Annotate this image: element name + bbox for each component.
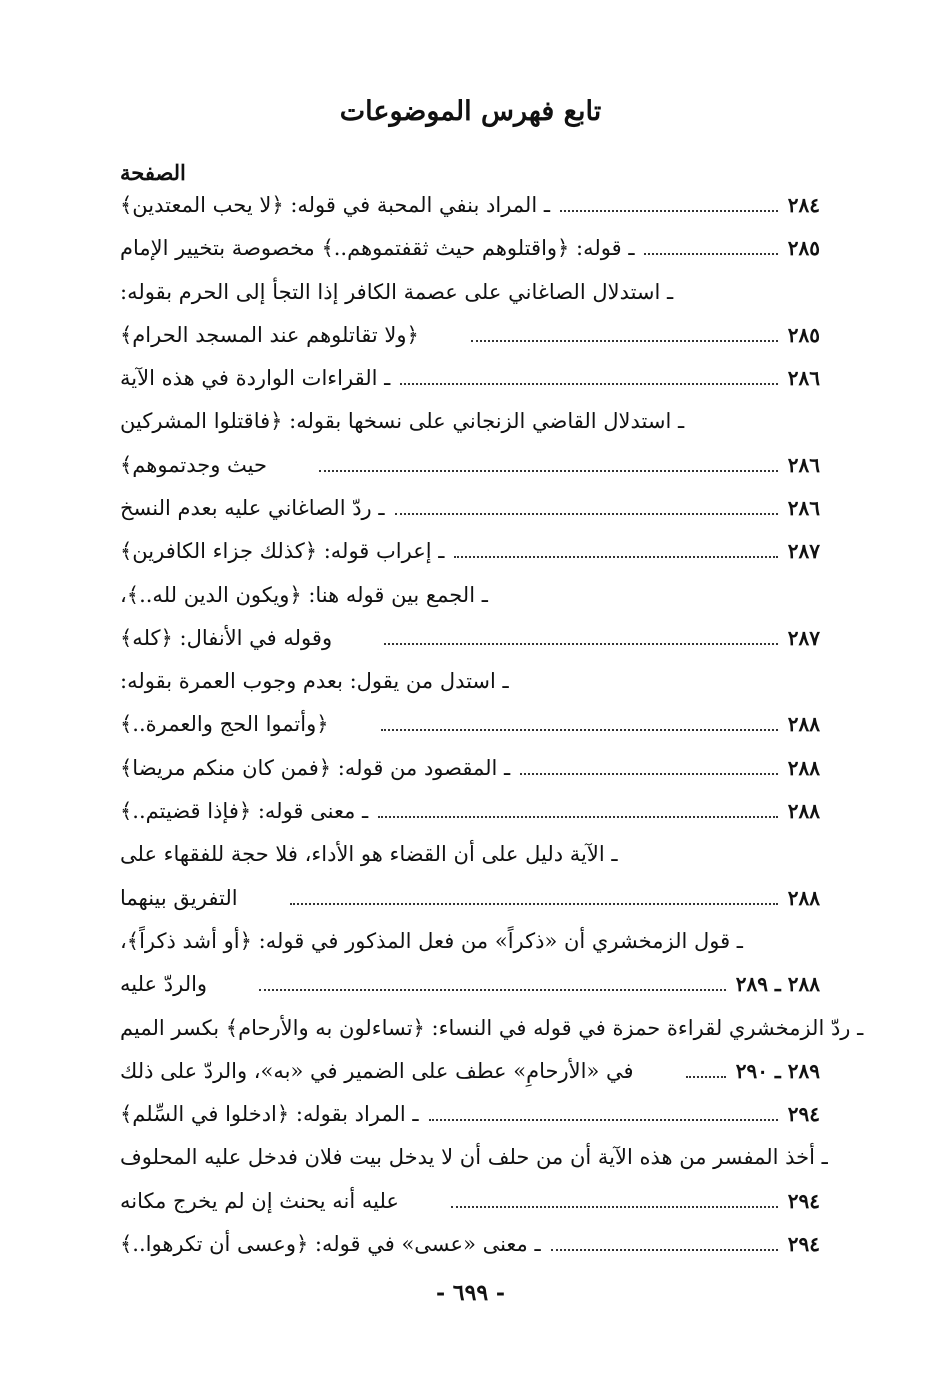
- dot-leader: [560, 210, 778, 212]
- dot-leader: [259, 989, 726, 991]
- page-number-footer: - ٦٩٩ -: [435, 1280, 506, 1306]
- toc-entry-page: ٢٨٨: [787, 712, 820, 736]
- toc-entry-text: ـ القراءات الواردة في هذه الآية: [120, 366, 391, 390]
- toc-entry: [120, 275, 820, 309]
- dot-leader: [644, 253, 777, 255]
- toc-entry: [120, 318, 820, 352]
- toc-entry: [120, 448, 820, 482]
- toc-entry-text: ـ معنى قوله: ﴿فإذا قضيتم..﴾: [120, 799, 369, 823]
- toc-entry: [120, 794, 820, 828]
- toc-entry-page: ٢٨٦: [787, 496, 820, 520]
- dot-leader: [686, 1076, 726, 1078]
- toc-entry: [120, 1054, 820, 1088]
- toc-entry: [120, 231, 820, 265]
- toc-entry: [120, 534, 820, 568]
- toc-entry-page: ٢٨٧: [787, 539, 820, 563]
- toc-entry-text: ـ المراد بقوله: ﴿ادخلوا في السِّلم﴾: [120, 1102, 419, 1126]
- dot-leader: [471, 340, 778, 342]
- toc-entry: [120, 1184, 820, 1218]
- toc-entry-page: ٢٩٤: [787, 1189, 820, 1213]
- toc-entry-text: ـ المقصود من قوله: ﴿فمن كان منكم مريضا﴾: [120, 756, 511, 780]
- dot-leader: [520, 773, 778, 775]
- dot-leader: [551, 1249, 778, 1251]
- dot-leader: [395, 513, 778, 515]
- toc-entry-page: ٢٨٨: [787, 799, 820, 823]
- page-title: تابع فهرس الموضوعات: [339, 96, 602, 127]
- toc-entry: [120, 967, 820, 1001]
- dot-leader: [451, 1206, 778, 1208]
- toc-entry: [120, 621, 820, 655]
- toc-entry-text: ﴿وأتموا الحج والعمرة..﴾: [120, 712, 329, 736]
- toc-entry: [120, 1140, 828, 1174]
- toc-entry-text: ـ ردّ الصاغاني عليه بعدم النسخ: [120, 496, 385, 520]
- dot-leader: [384, 643, 778, 645]
- toc-entry-page: ٢٩٤: [787, 1232, 820, 1256]
- toc-entry-text: ـ الآية دليل على أن القضاء هو الأداء، فلا حجة للفقهاء على: [120, 842, 618, 866]
- toc-entry-text: ـ استدل من يقول: بعدم وجوب العمرة بقوله:: [120, 669, 509, 693]
- toc-entry: [120, 707, 820, 741]
- toc-entry-text: حيث وجدتموهم﴾: [120, 453, 267, 477]
- toc-entry-text: وقوله في الأنفال: ﴿كله﴾: [120, 626, 333, 650]
- toc-entry-page: ٢٨٦: [787, 366, 820, 390]
- toc-entry: [120, 361, 820, 395]
- toc-entry-text: ـ قوله: ﴿واقتلوهم حيث ثقفتموهم..﴾ مخصوصة بتخيير الإمام: [120, 236, 635, 260]
- toc-entry: [120, 1097, 820, 1131]
- toc-entry: [120, 881, 820, 915]
- toc-entry-text: ﴿ولا تقاتلوهم عند المسجد الحرام﴾: [120, 323, 419, 347]
- toc-entry-page: ٢٨٧: [787, 626, 820, 650]
- toc-entry-page: ٢٨٨: [787, 886, 820, 910]
- toc-entry-page: ٢٨٥: [787, 323, 820, 347]
- toc-entry-text: ـ قول الزمخشري أن «ذكراً» من فعل المذكور في قوله: ﴿أو أشد ذكراً﴾،: [120, 929, 743, 953]
- toc-entry-page: ٢٨٨ ـ ٢٨٩: [735, 972, 820, 996]
- toc-entry: [120, 404, 820, 438]
- toc-entry-text: ـ استدلال القاضي الزنجاني على نسخها بقوله: ﴿فاقتلوا المشركين: [120, 409, 685, 433]
- toc-entry: [120, 188, 820, 222]
- dot-leader: [319, 470, 778, 472]
- toc-entry-text: ـ إعراب قوله: ﴿كذلك جزاء الكافرين﴾: [120, 539, 445, 563]
- toc-entry-page: ٢٨٤: [787, 193, 820, 217]
- dot-leader: [400, 383, 778, 385]
- toc-entry: [120, 1227, 820, 1261]
- toc-entry: [120, 491, 820, 525]
- toc-entry-page: ٢٨٨: [787, 756, 820, 780]
- toc-entry-text: ـ معنى «عسى» في قوله: ﴿وعسى أن تكرهوا..﴾: [120, 1232, 541, 1256]
- toc-entry-text: عليه أنه يحنث إن لم يخرج مكانه: [120, 1189, 399, 1213]
- toc-entry: [120, 578, 820, 612]
- toc-entry-text: في «الأرحامِ» عطف على الضمير في «به»، والردّ على ذلك: [120, 1059, 634, 1083]
- toc-entry: [120, 837, 820, 871]
- dot-leader: [454, 556, 777, 558]
- dot-leader: [378, 816, 778, 818]
- page-column-header: الصفحة: [120, 160, 186, 185]
- toc-entry: [120, 751, 820, 785]
- toc-entry-page: ٢٨٩ ـ ٢٩٠: [735, 1059, 820, 1083]
- toc-entry-page: ٢٩٤: [787, 1102, 820, 1126]
- dot-leader: [381, 729, 778, 731]
- toc-entry-page: ٢٨٥: [787, 236, 820, 260]
- toc-entry: [120, 924, 820, 958]
- toc-entry-text: ـ استدلال الصاغاني على عصمة الكافر إذا التجأ إلى الحرم بقوله:: [120, 280, 674, 304]
- toc-entry-text: التفريق بينهما: [120, 886, 238, 910]
- toc-entry: [120, 664, 820, 698]
- toc-entry-text: ـ الجمع بين قوله هنا: ﴿ويكون الدين لله..﴾،: [120, 583, 488, 607]
- toc-entry: [120, 1011, 864, 1045]
- toc-entry-text: ـ المراد بنفي المحبة في قوله: ﴿لا يحب المعتدين﴾: [120, 193, 550, 217]
- dot-leader: [429, 1119, 778, 1121]
- toc-entry-text: ـ أخذ المفسر من هذه الآية أن من حلف أن لا يدخل بيت فلان فدخل عليه المحلوف: [120, 1145, 828, 1169]
- toc-entry-text: ـ ردّ الزمخشري لقراءة حمزة في قوله في النساء: ﴿تساءلون به والأرحام﴾ بكسر الميم: [120, 1016, 864, 1040]
- toc-entry-page: ٢٨٦: [787, 453, 820, 477]
- dot-leader: [290, 903, 778, 905]
- toc-entry-text: والردّ عليه: [120, 972, 208, 996]
